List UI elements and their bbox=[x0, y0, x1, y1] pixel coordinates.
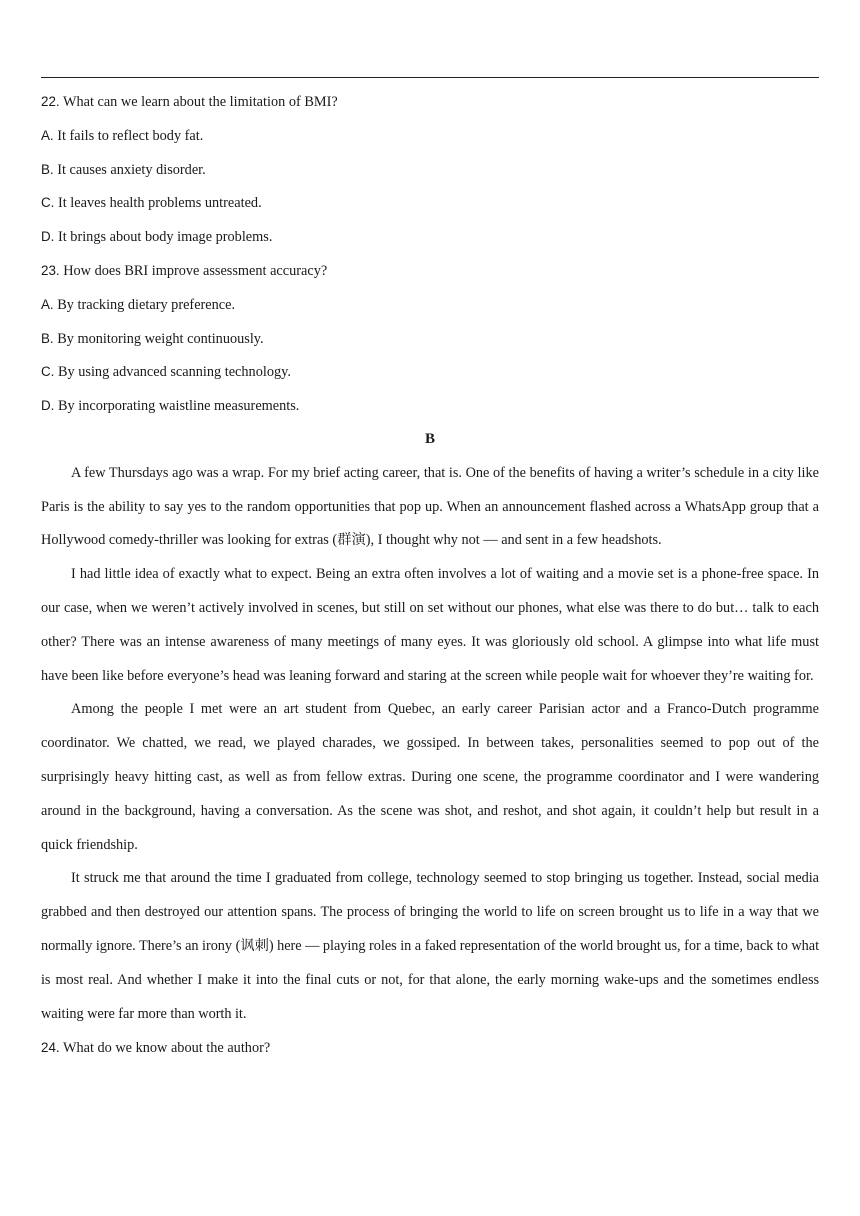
option-text: It fails to reflect body fat. bbox=[57, 127, 204, 144]
passage-paragraph: I had little idea of exactly what to expect. Being an extra often involves a lot of waiting and a movie set is a phone-free space. In our case, when we weren’t actively involved in scenes, but still on set without our phones, what else was there to do but… talk to each other? There was an intense awareness of many meetings of many eyes. It was gloriously old school. A glimpse into what life must have been like before everyone’s head was leaning forward and staring at the screen while people wait for whoever they’re waiting for. bbox=[41, 566, 819, 684]
question-22-option-c bbox=[41, 186, 819, 220]
option-letter: A. bbox=[41, 127, 54, 143]
question-23-stem bbox=[41, 254, 819, 288]
option-letter: C. bbox=[41, 195, 55, 211]
question-22-option-b bbox=[41, 153, 819, 187]
question-22-stem bbox=[41, 85, 819, 119]
option-letter: A. bbox=[41, 296, 54, 312]
option-letter: D. bbox=[41, 229, 55, 245]
option-text: By tracking dietary preference. bbox=[57, 296, 236, 313]
page-content bbox=[41, 85, 819, 1065]
section-heading: B bbox=[424, 430, 435, 447]
option-letter: B. bbox=[41, 161, 54, 177]
question-23-option-d bbox=[41, 389, 819, 423]
option-text: By using advanced scanning technology. bbox=[57, 364, 291, 381]
option-text: It brings about body image problems. bbox=[57, 229, 273, 246]
passage-paragraph: Among the people I met were an art student from Quebec, an early career Parisian actor and a Franco-Dutch programme coordinator. We chatted, we read, we played charades, we gossiped. In between takes, personalities seemed to pop out of the surprisingly heavy hitting cast, as well as from fellow extras. During one scene, the programme coordinator and I were wandering around in the background, having a conversation. As the scene was shot, and reshot, and shot again, it couldn’t help but result in a quick friendship. bbox=[41, 701, 819, 853]
question-23-option-c bbox=[41, 355, 819, 389]
question-text: What can we learn about the limitation of BMI? bbox=[62, 94, 338, 110]
question-23-option-b bbox=[41, 322, 819, 356]
option-letter: B. bbox=[41, 330, 54, 346]
option-letter: C. bbox=[41, 364, 55, 380]
question-number: 22. bbox=[41, 94, 60, 109]
passage-paragraph: It struck me that around the time I graduated from college, technology seemed to stop bringing us together. Instead, social media grabbed and then destroyed our attention spans. The process of bringing the world to life on screen brought us to life in a way that we normally ignore. There’s an irony (讽刺) here — playing roles in a faked representation of the world brought us, for a time, back to what is most real. And whether I make it into the final cuts or not, for that alone, the early morning wake-ups and the sometimes endless waiting were far more than worth it. bbox=[41, 870, 819, 1022]
question-number: 23. bbox=[41, 262, 60, 278]
question-text: How does BRI improve assessment accuracy? bbox=[63, 262, 328, 279]
option-text: It leaves health problems untreated. bbox=[57, 195, 262, 212]
question-22-option-d bbox=[41, 220, 819, 254]
question-22-option-a bbox=[41, 119, 819, 153]
passage-paragraph: A few Thursdays ago was a wrap. For my brief acting career, that is. One of the benefits of having a writer’s schedule in a city like Paris is the ability to say yes to the random opportunities that pop up. When an announcement flashed across a WhatsApp group that a Hollywood comedy-thriller was looking for extras (群演), I thought why not — and sent in a few headshots. bbox=[41, 464, 819, 549]
option-text: It causes anxiety disorder. bbox=[57, 161, 206, 178]
question-23-option-a bbox=[41, 288, 819, 322]
question-text: What do we know about the author? bbox=[62, 1040, 271, 1057]
option-letter: D. bbox=[41, 398, 55, 414]
question-24-stem bbox=[41, 1031, 819, 1065]
option-text: By monitoring weight continuously. bbox=[57, 330, 264, 347]
option-text: By incorporating waistline measurements. bbox=[57, 398, 300, 415]
question-number: 24. bbox=[41, 1040, 60, 1056]
header-rule bbox=[41, 77, 819, 78]
